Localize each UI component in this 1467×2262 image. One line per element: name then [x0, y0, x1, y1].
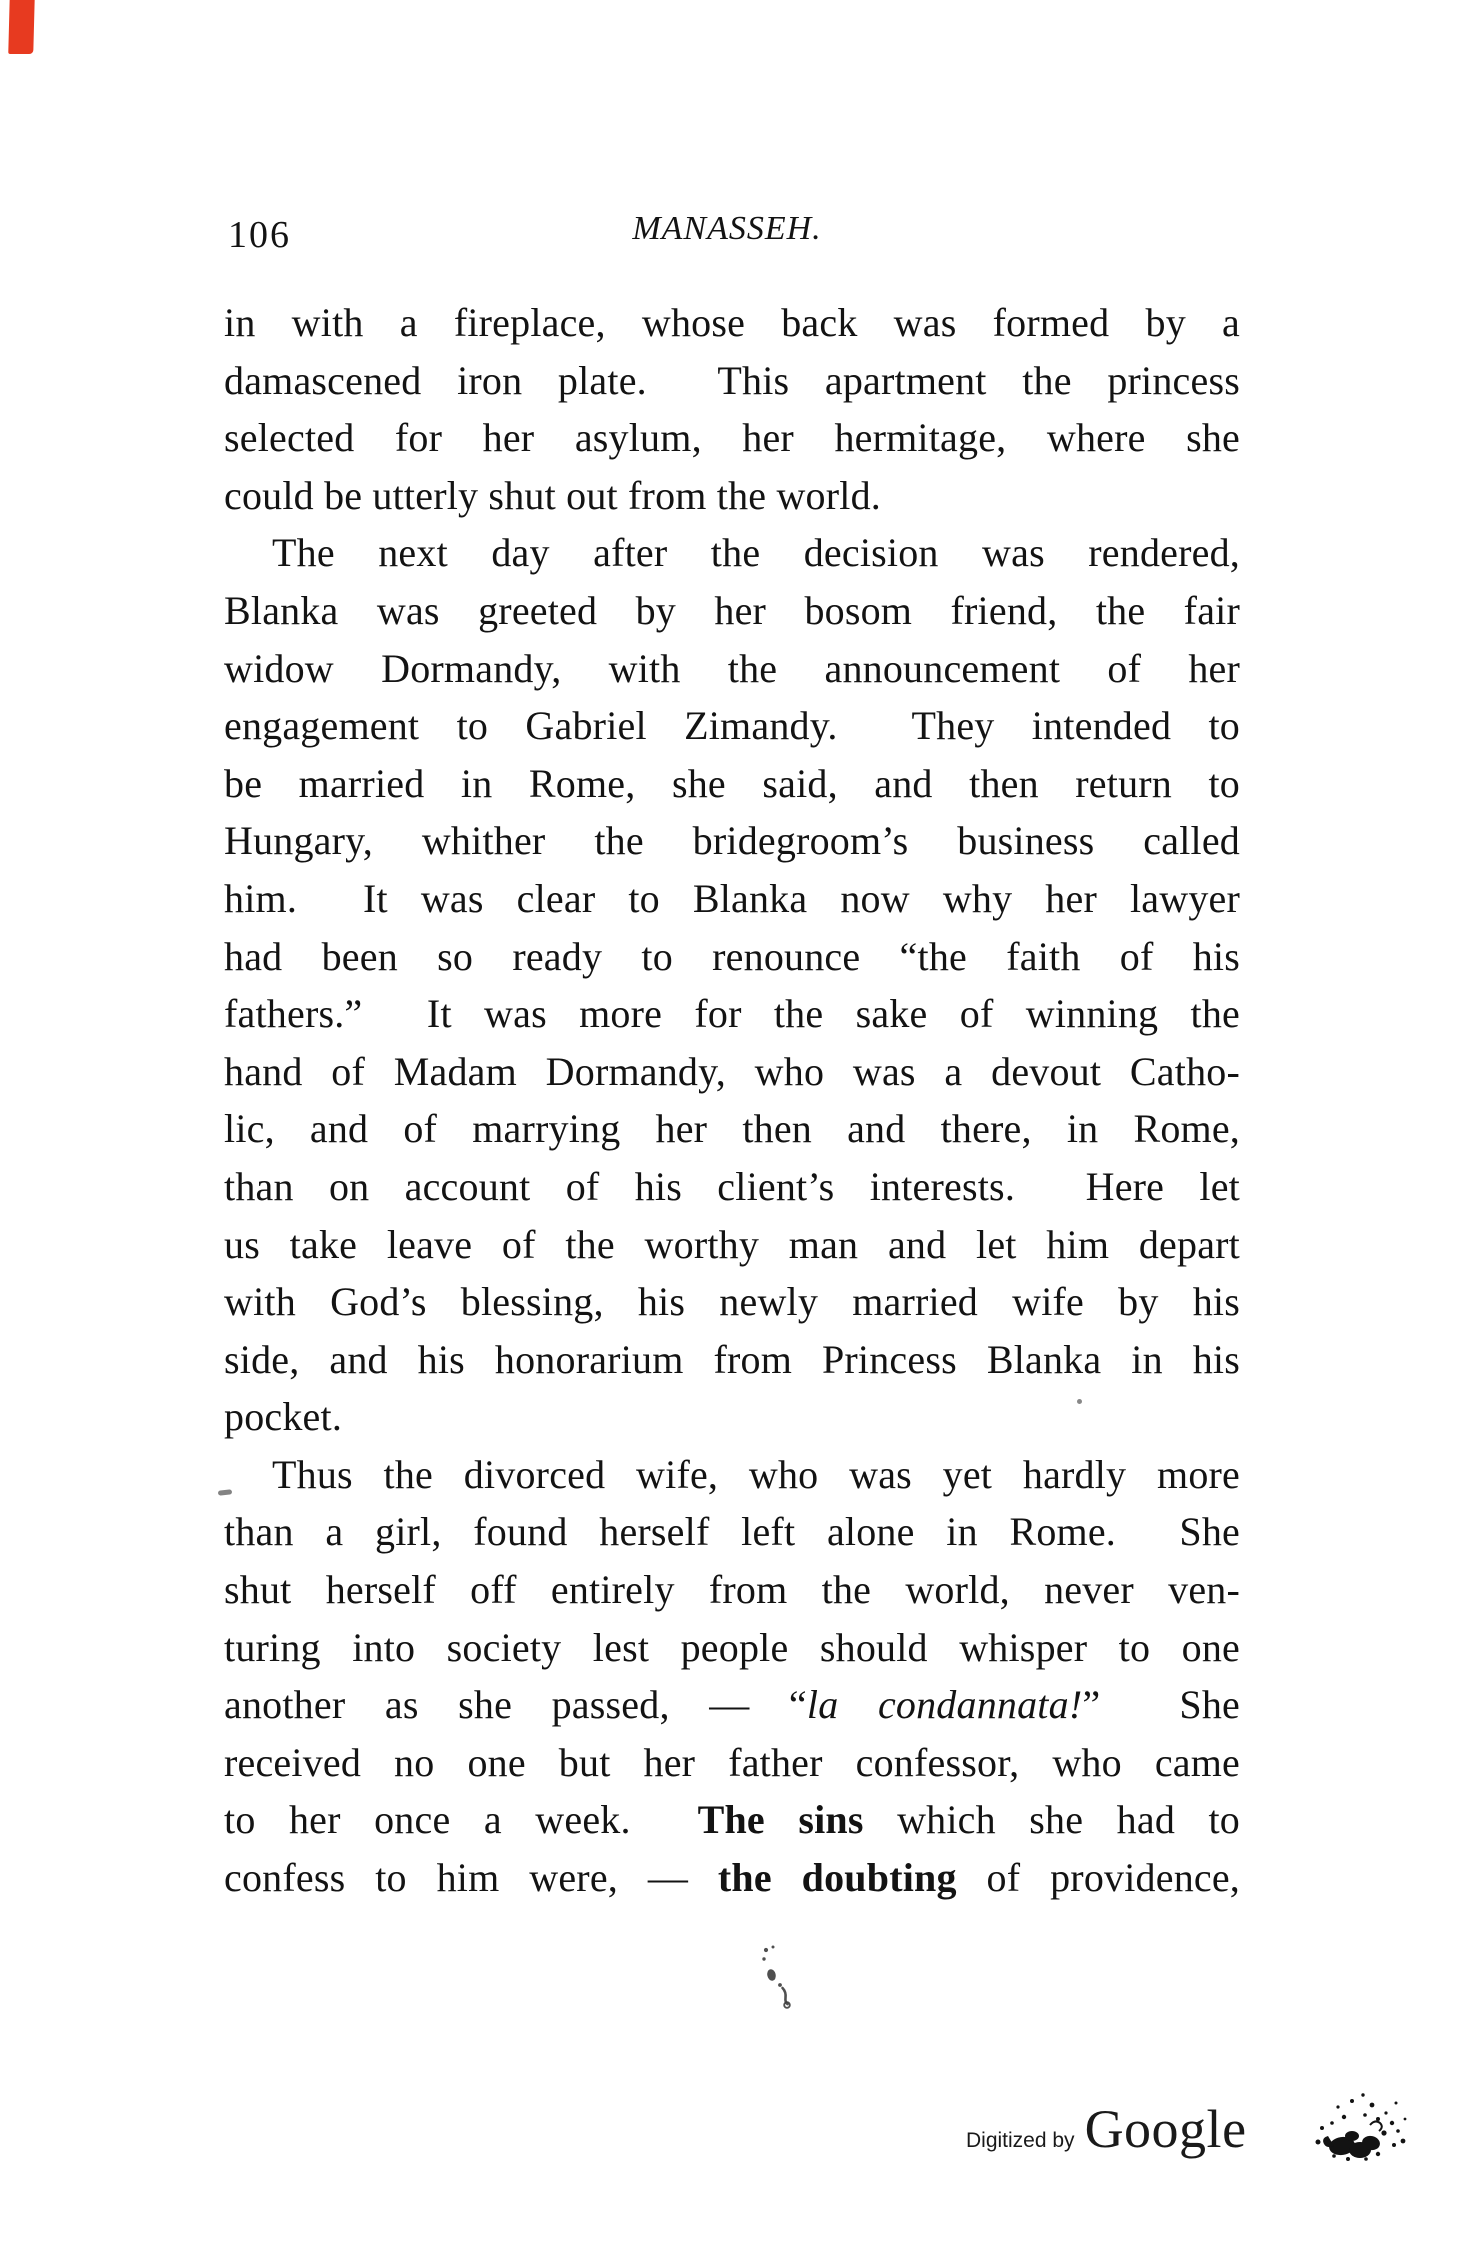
text-segment: The next day after the decision was rendered, — [272, 530, 1240, 576]
text-segment: The sins — [697, 1797, 864, 1843]
text-segment: of providence, — [956, 1855, 1240, 1901]
page-text — [224, 294, 1240, 1907]
text-line — [224, 352, 1240, 410]
text-line — [224, 467, 1240, 525]
text-line — [224, 640, 1240, 698]
text-segment: received no one but her father confessor, who came — [224, 1739, 1240, 1785]
text-line — [224, 1676, 1240, 1734]
text-line — [224, 755, 1240, 813]
text-segment: ” She — [1082, 1682, 1240, 1728]
text-line — [224, 1849, 1240, 1907]
text-line — [224, 1158, 1240, 1216]
page-header — [224, 210, 1240, 256]
text-segment: than a girl, found herself left alone in Rome. She — [224, 1509, 1240, 1555]
text-line — [224, 870, 1240, 928]
text-line — [224, 409, 1240, 467]
text-segment: us take leave of the worthy man and let him depart — [224, 1221, 1240, 1267]
text-segment: Blanka was greeted by her bosom friend, the fair — [224, 587, 1240, 633]
text-segment: which she had to — [863, 1797, 1240, 1843]
text-line — [224, 697, 1240, 755]
text-line — [224, 1446, 1240, 1504]
text-segment: pocket. — [224, 1394, 343, 1440]
text-line — [224, 928, 1240, 986]
text-segment: widow Dormandy, with the announcement of her — [224, 645, 1240, 691]
digitized-by-label: Digitized by — [966, 2129, 1075, 2152]
text-segment: in with a fireplace, whose back was formed by a — [224, 300, 1240, 345]
text-segment: had been so ready to renounce “the faith of his — [224, 933, 1240, 979]
text-segment: Hungary, whither the bridegroom’s business called — [224, 818, 1240, 864]
text-line — [224, 1273, 1240, 1331]
margin-speck-mark — [1077, 1399, 1082, 1404]
text-segment: hand of Madam Dormandy, who was a devout Catho- — [224, 1048, 1240, 1094]
text-segment: engagement to Gabriel Zimandy. They intended to — [224, 703, 1240, 749]
text-line — [224, 294, 1240, 352]
text-segment: him. It was clear to Blanka now why her lawyer — [224, 875, 1240, 921]
watermark — [966, 2098, 1247, 2160]
text-line — [224, 1791, 1240, 1849]
text-line — [224, 1503, 1240, 1561]
text-segment: the doubting — [717, 1855, 957, 1901]
text-segment: fathers.” It was more for the sake of winning the — [224, 991, 1240, 1037]
text-segment: lic, and of marrying her then and there, in Rome, — [224, 1106, 1240, 1152]
text-segment: la condannata! — [806, 1682, 1083, 1728]
text-segment: turing into society lest people should whisper to one — [224, 1624, 1240, 1670]
page-number: 106 — [228, 214, 291, 256]
text-segment: Thus the divorced wife, who was yet hardly more — [272, 1451, 1240, 1497]
text-line — [224, 1619, 1240, 1677]
text-line — [224, 1331, 1240, 1389]
pencil-squiggle-mark — [756, 1942, 796, 2012]
text-segment: could be utterly shut out from the world. — [224, 472, 881, 518]
text-segment: with God’s blessing, his newly married wife by his — [224, 1279, 1240, 1325]
text-segment: shut herself off entirely from the world, never ven- — [224, 1567, 1240, 1613]
text-line — [224, 1043, 1240, 1101]
text-line — [224, 524, 1240, 582]
running-title: MANASSEH. — [632, 210, 822, 247]
text-segment: another as she passed, — “ — [224, 1682, 807, 1728]
text-line — [224, 1734, 1240, 1792]
text-segment: damascened iron plate. This apartment the princess — [224, 357, 1240, 403]
text-line — [224, 1100, 1240, 1158]
text-line — [224, 582, 1240, 640]
text-segment: to her once a week. — [224, 1797, 698, 1843]
text-line — [224, 1388, 1240, 1446]
text-segment: be married in Rome, she said, and then return to — [224, 760, 1240, 806]
ink-blot-mark — [1308, 2090, 1408, 2168]
text-line — [224, 1216, 1240, 1274]
text-segment: side, and his honorarium from Princess Blanka in his — [224, 1336, 1240, 1382]
text-segment: confess to him were, — — [224, 1855, 718, 1901]
text-segment: selected for her asylum, her hermitage, where she — [224, 415, 1240, 461]
text-line — [224, 812, 1240, 870]
google-logo-text: Google — [1084, 2099, 1247, 2159]
red-edge-mark — [8, 0, 35, 54]
text-line — [224, 1561, 1240, 1619]
text-line — [224, 985, 1240, 1043]
text-segment: than on account of his client’s interests. Here let — [224, 1163, 1240, 1209]
